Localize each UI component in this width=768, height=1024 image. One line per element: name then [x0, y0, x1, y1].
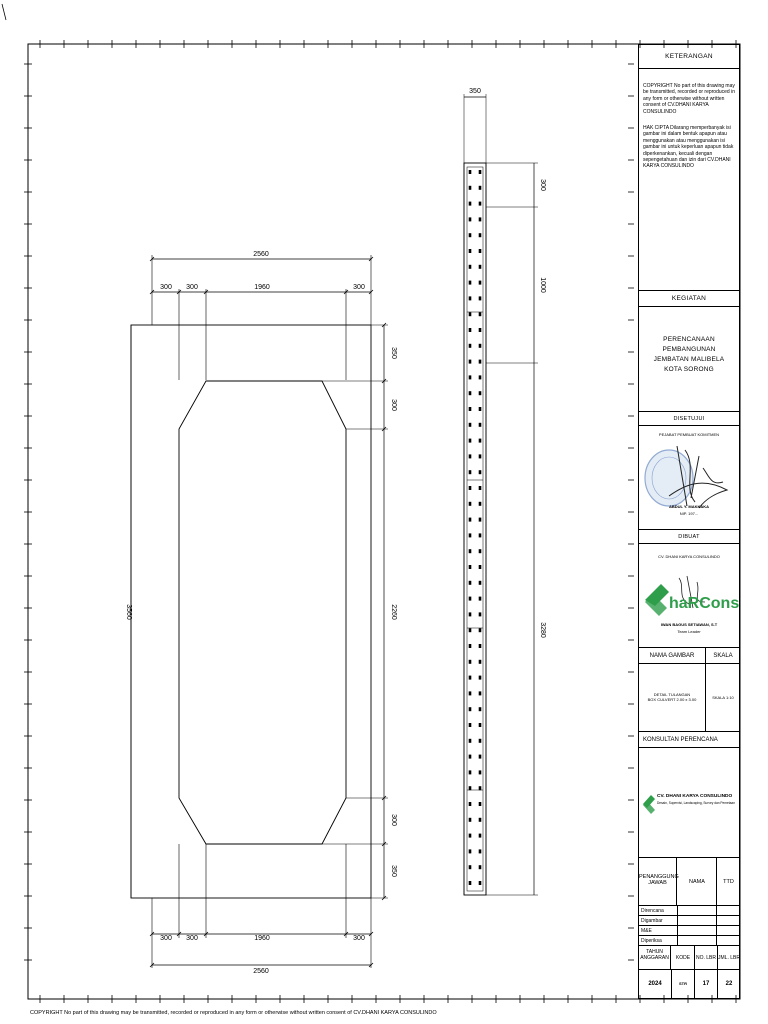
rebar-bar [479, 217, 482, 221]
konsultan-name: CV. DHANI KARYA CONSULINDO [657, 794, 733, 799]
left-margin-arc [2, 4, 6, 20]
nama-gambar-row [639, 664, 739, 732]
rebar-bar [479, 186, 482, 190]
rebar-bar [479, 265, 482, 269]
rebar-bar [469, 691, 472, 695]
rebar-bar [479, 360, 482, 364]
rebar-bar [479, 770, 482, 774]
pj-role-row [639, 936, 739, 946]
rebar-bar [469, 786, 472, 790]
culvert-inner-opening [179, 381, 346, 844]
rebar-bar [469, 186, 472, 190]
rebar-bar [479, 407, 482, 411]
rebar-bar [469, 755, 472, 759]
dim-top-overall-text: 2560 [253, 251, 269, 258]
rebar-bar [479, 249, 482, 253]
rebar-bar [479, 391, 482, 395]
rebar-bar [469, 565, 472, 569]
tahun-value: 2024 [639, 970, 672, 998]
konsultan-header: KONSULTAN PERENCANA [639, 732, 739, 748]
rebar-bar [469, 454, 472, 458]
rebar-bar [479, 312, 482, 316]
jmllbr-header: JML. LBR [718, 955, 740, 961]
disetujui-nip: NIP. 197... [679, 511, 699, 516]
section-seg-mid-text: 1000 [539, 277, 546, 293]
rebar-bar [469, 502, 472, 506]
footer-header-row [639, 946, 739, 970]
rebar-bar [479, 597, 482, 601]
keterangan-body [639, 69, 739, 291]
rebar-bar [479, 502, 482, 506]
rebar-bar [469, 360, 472, 364]
dim-top-left-haunch-text: 300 [186, 284, 198, 291]
rebar-bar [479, 423, 482, 427]
rebar-bar [469, 249, 472, 253]
rebar-bar [469, 549, 472, 553]
rebar-bar [469, 328, 472, 332]
kegiatan-header: KEGIATAN [639, 291, 739, 307]
rebar-bar [469, 834, 472, 838]
rebar-bar [469, 375, 472, 379]
rebar-bar [479, 549, 482, 553]
dim-right-top-haunch-text: 300 [390, 399, 397, 411]
rebar-bar [469, 296, 472, 300]
rebar-bar [479, 660, 482, 664]
rebar-bar [469, 802, 472, 806]
rebar-bar [479, 865, 482, 869]
section-outline [464, 163, 486, 895]
konsultan-body [639, 748, 739, 858]
kegiatan-line-2: JEMBATAN MALIBELA [653, 356, 725, 363]
dim-top-right-wall-text: 300 [353, 284, 365, 291]
rebar-bar [469, 881, 472, 885]
rebar-bar [469, 707, 472, 711]
tahun-header: TAHUN ANGGARAN [639, 946, 671, 970]
rebar-bar [469, 849, 472, 853]
pj-role-row [639, 926, 739, 936]
rebar-bar [469, 628, 472, 632]
pj-role-row [639, 916, 739, 926]
dim-top-left-wall-text: 300 [160, 284, 172, 291]
title-block [638, 44, 740, 999]
pj-role-label: Diperiksa [641, 938, 662, 944]
rebar-bar [469, 723, 472, 727]
dibuat-body [639, 544, 739, 648]
rebar-bar [469, 407, 472, 411]
rebar-bar [469, 470, 472, 474]
logo-text: haRCons [669, 595, 739, 612]
rebar-bar [479, 739, 482, 743]
rebar-bar [469, 312, 472, 316]
rebar-bar [479, 881, 482, 885]
rebar-bar [469, 676, 472, 680]
rebar-bars [469, 170, 482, 885]
rebar-bar [469, 391, 472, 395]
rebar-bar [469, 281, 472, 285]
rebar-bar [469, 644, 472, 648]
dim-left-height-text: 3560 [125, 604, 132, 620]
rebar-bar [479, 691, 482, 695]
rebar-bar [479, 612, 482, 616]
rebar-bar [479, 375, 482, 379]
dibuat-company: CV. DHANI KARYA CONSULINDO [658, 554, 720, 559]
section-width-text: 350 [469, 88, 481, 95]
dim-right-inner-text: 2260 [390, 604, 397, 620]
rebar-bar [479, 834, 482, 838]
dim-right-bottom-haunch-text: 300 [390, 814, 397, 826]
rebar-bar [469, 486, 472, 490]
culvert-section [131, 255, 388, 968]
rebar-bar [479, 202, 482, 206]
rebar-bar [469, 202, 472, 206]
rebar-bar [469, 265, 472, 269]
dim-top-inner-text: 1960 [254, 284, 270, 291]
kode-header: KODE [672, 946, 695, 970]
dim-bottom-overall-text: 2560 [253, 968, 269, 975]
pj-role-label: M&E [641, 928, 652, 934]
rebar-bar [479, 723, 482, 727]
rebar-bar [469, 865, 472, 869]
rebar-bar [469, 581, 472, 585]
rebar-bar [469, 344, 472, 348]
rebar-bar [479, 454, 482, 458]
rebar-bar [479, 533, 482, 537]
nama-gambar-value-2: BOX CULVERT 2.00 x 3.00 [647, 697, 697, 702]
rebar-bar [469, 439, 472, 443]
nolbr-header: NO. LBR [695, 946, 718, 970]
rebar-bar [479, 628, 482, 632]
rebar-bar [469, 423, 472, 427]
nama-header: NAMA [678, 858, 717, 906]
rebar-bar [469, 217, 472, 221]
rebar-bar [479, 233, 482, 237]
rebar-bar [469, 660, 472, 664]
rebar-bar [479, 802, 482, 806]
rebar-bar [479, 581, 482, 585]
hak-cipta-text: HAK CIPTA Dilarang memperbanyak isi gambar ini dalam bentuk apapun atau menggunakan atau menggunakan isi gambar ini untuk keperluan apapun tidak diperkenankan, kecuali dengan sepengetahuan dan izin dari CV.DHANI KARYA CONSULINDO [643, 125, 734, 170]
dibuat-role: Team Leader [677, 629, 701, 634]
rebar-bar [469, 518, 472, 522]
rebar-bar [479, 344, 482, 348]
ttd-header: TTD [723, 879, 734, 885]
disetujui-role: PEJABAT PEMBUAT KOMITMEN [658, 432, 720, 437]
nama-gambar-header: NAMA GAMBAR [639, 648, 706, 664]
dibuat-header: DIBUAT [639, 530, 739, 544]
rebar-bar [479, 328, 482, 332]
pj-role-label: Digambar [641, 918, 663, 924]
rebar-bar [479, 518, 482, 522]
pj-role-label: Direncana [641, 908, 664, 914]
rebar-bar [479, 470, 482, 474]
pj-header: PENANGGUNG JAWAB [639, 858, 677, 906]
rebar-bar [479, 486, 482, 490]
rebar-bar [469, 233, 472, 237]
rebar-bar [479, 644, 482, 648]
rebar-bar [479, 439, 482, 443]
dim-bottom-left-haunch-text: 300 [186, 935, 198, 942]
rebar-bar [479, 296, 482, 300]
dim-right-bottom-slab-text: 350 [390, 865, 397, 877]
skala-value: SKALA 1:10 [712, 695, 734, 700]
rebar-bar [479, 707, 482, 711]
rebar-bar [469, 612, 472, 616]
rebar-bar [469, 533, 472, 537]
section-seg-top-text: 300 [539, 179, 546, 191]
kegiatan-line-1: PERENCANAAN PEMBANGUNAN [662, 336, 716, 353]
dim-right-top-slab-text: 350 [390, 347, 397, 359]
rebar-section [464, 88, 546, 895]
footer-copyright: COPYRIGHT No part of this drawing may be transmitted, recorded or reproduced in any form or otherwise without written consent of CV.DHANI KARYA CONSULINDO [30, 1010, 437, 1016]
rebar-bar [469, 770, 472, 774]
rebar-bar [479, 170, 482, 174]
rebar-bar [479, 849, 482, 853]
culvert-outer [131, 325, 371, 898]
rebar-bar [479, 786, 482, 790]
rebar-bar [479, 565, 482, 569]
kegiatan-body [639, 307, 739, 412]
rebar-bar [469, 170, 472, 174]
pj-header-row [639, 858, 739, 906]
nama-gambar-value-1: DETAIL TULANGAN [653, 692, 691, 697]
rebar-bar [469, 818, 472, 822]
dibuat-person: IWAN BAGUS SETIAWAN, S.T [660, 622, 718, 627]
footer-values-row [639, 970, 739, 998]
dim-bottom-right-wall-text: 300 [353, 935, 365, 942]
rebar-bar [479, 818, 482, 822]
konsultan-logo-icon [642, 792, 656, 816]
rebar-bar [479, 676, 482, 680]
skala-header: SKALA [713, 653, 733, 659]
rebar-bar [479, 281, 482, 285]
rebar-bar [469, 597, 472, 601]
keterangan-header: KETERANGAN [639, 45, 739, 69]
rebar-bar [479, 755, 482, 759]
nama-gambar-header-row [639, 648, 739, 664]
konsultan-sub: Desain, Supervisi, Landscaping, Survey dan Pemetaan [657, 801, 735, 805]
copyright-text: COPYRIGHT No part of this drawing may be transmitted, recorded or reproduced in any form or otherwise without written consent of CV.DHANI KARYA CONSULINDO [643, 83, 735, 115]
section-total-text: 3280 [539, 622, 546, 638]
dim-ticks [150, 257, 386, 967]
dim-bottom-left-wall-text: 300 [160, 935, 172, 942]
kode-value: STR [672, 970, 695, 998]
disetujui-name: ABDUL Y. MAKKAKA [668, 504, 710, 509]
dim-bottom-inner-text: 1960 [254, 935, 270, 942]
disetujui-body [639, 426, 739, 530]
nolbr-value: 17 [695, 970, 718, 998]
pj-role-row [639, 906, 739, 916]
jmllbr-value: 22 [725, 981, 733, 987]
rebar-bar [469, 739, 472, 743]
disetujui-header: DISETUJUI [639, 412, 739, 426]
kegiatan-line-3: KOTA SORONG [664, 366, 714, 373]
